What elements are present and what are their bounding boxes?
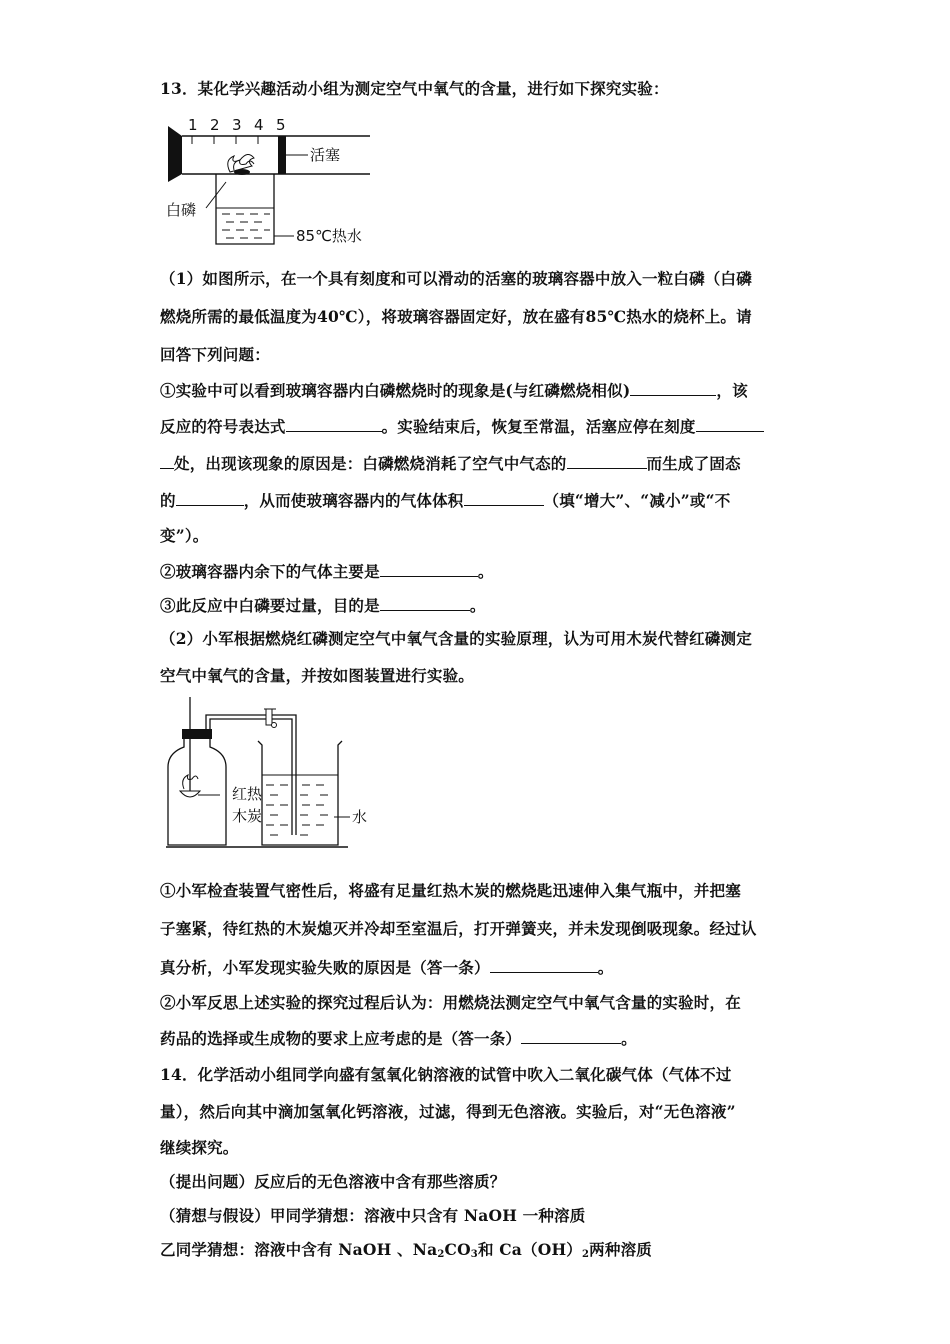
q13-item1-line5: 变”）。 [160,526,209,545]
q14-hypothesis-a: （猜想与假设）甲同学猜想：溶液中只含有 NaOH 一种溶质 [160,1206,586,1225]
answer-blank-scale[interactable] [696,415,764,432]
answer-blank-equation[interactable] [286,415,382,432]
hot-water-label: 85℃热水 [296,227,362,245]
scale-label-2: 2 [210,116,220,134]
q13-j2-line1: ②小军反思上述实验的探究过程后认为：用燃烧法测定空气中氧气含量的实验时，在 [160,993,741,1012]
q13-p1-line2: 燃烧所需的最低温度为40℃），将玻璃容器固定好，放在盛有85℃热水的烧杯上。请 [160,307,752,326]
answer-blank-scale-cont[interactable] [160,452,174,469]
water-label: 水 [352,808,368,826]
q13-p2-line1: （2）小军根据燃烧红磷测定空气中氧气含量的实验原理，认为可用木炭代替红磷测定 [160,629,752,648]
q13-p2-line2: 空气中氧气的含量，并按如图装置进行实验。 [160,666,475,685]
q13-j1-line1: ①小军检查装置气密性后，将盛有足量红热木炭的燃烧匙迅速伸入集气瓶中，并把塞 [160,881,741,900]
scale-label-3: 3 [232,116,242,134]
q13-item3: ③此反应中白磷要过量，目的是 。 [160,596,486,615]
scale-label-5: 5 [276,116,286,134]
figure-piston-apparatus [160,112,400,250]
q14-hypothesis-b: 乙同学猜想：溶液中含有 NaOH 、$Na_2CO_3$和 $Ca(OH)_2$两种溶质 [160,1240,652,1260]
answer-blank-volume[interactable] [464,489,544,506]
scale-label-1: 1 [188,116,198,134]
answer-blank-failure-reason[interactable] [490,956,598,973]
answer-blank-gas[interactable] [567,452,647,469]
q13-item1-line1: ①实验中可以看到玻璃容器内白磷燃烧时的现象是(与红磷燃烧相似) ，该 [160,381,748,400]
q13-item1-line3: 处，出现该现象的原因是：白磷燃烧消耗了空气中气态的 而生成了固态 [160,452,800,475]
q14-line3: 继续探究。 [160,1138,239,1157]
q13-j2-line2: 药品的选择或生成物的要求上应考虑的是（答一条） 。 [160,1029,637,1048]
scale-label-4: 4 [254,116,264,134]
figure-charcoal-apparatus [160,695,380,855]
q14-question: （提出问题）反应后的无色溶液中含有那些溶质？ [160,1172,506,1191]
q13-j1-line2: 子塞紧，待红热的木炭熄灭并冷却至室温后，打开弹簧夹，并未发现倒吸现象。经过认 [160,919,757,938]
charcoal-label-1: 红热 [232,785,263,803]
answer-blank-remaining-gas[interactable] [380,560,478,577]
piston [278,136,286,174]
answer-blank-consideration[interactable] [521,1027,621,1044]
q13-item1-line2: 反应的符号表达式 。实验结束后，恢复至常温，活塞应停在刻度 [160,415,800,438]
q13-title: 13．某化学兴趣活动小组为测定空气中氧气的含量，进行如下探究实验： [160,79,669,98]
q14-line2: 量），然后向其中滴加氢氧化钙溶液，过滤，得到无色溶液。实验后，对“无色溶液” [160,1102,736,1121]
q13-p1-line3: 回答下列问题： [160,345,270,364]
q13-item2: ②玻璃容器内余下的气体主要是 。 [160,562,494,581]
answer-blank-solid[interactable] [176,489,244,506]
q13-p1-line1: （1）如图所示，在一个具有刻度和可以滑动的活塞的玻璃容器中放入一粒白磷（白磷 [160,269,752,288]
answer-blank-purpose[interactable] [380,594,470,611]
charcoal-label-2: 木炭 [232,807,263,825]
q14-line1: 14．化学活动小组同学向盛有氢氧化钠溶液的试管中吹入二氧化碳气体（气体不过 [160,1065,732,1084]
q13-j1-line3: 真分析，小军发现实验失败的原因是（答一条） 。 [160,958,614,977]
answer-blank-phenomenon[interactable] [630,379,716,396]
piston-label: 活塞 [310,146,341,164]
q13-item1-line4: 的 ，从而使玻璃容器内的气体体积 （填“增大”、“减小”或“不 [160,491,731,510]
phosphorus-label: 白磷 [166,201,197,219]
